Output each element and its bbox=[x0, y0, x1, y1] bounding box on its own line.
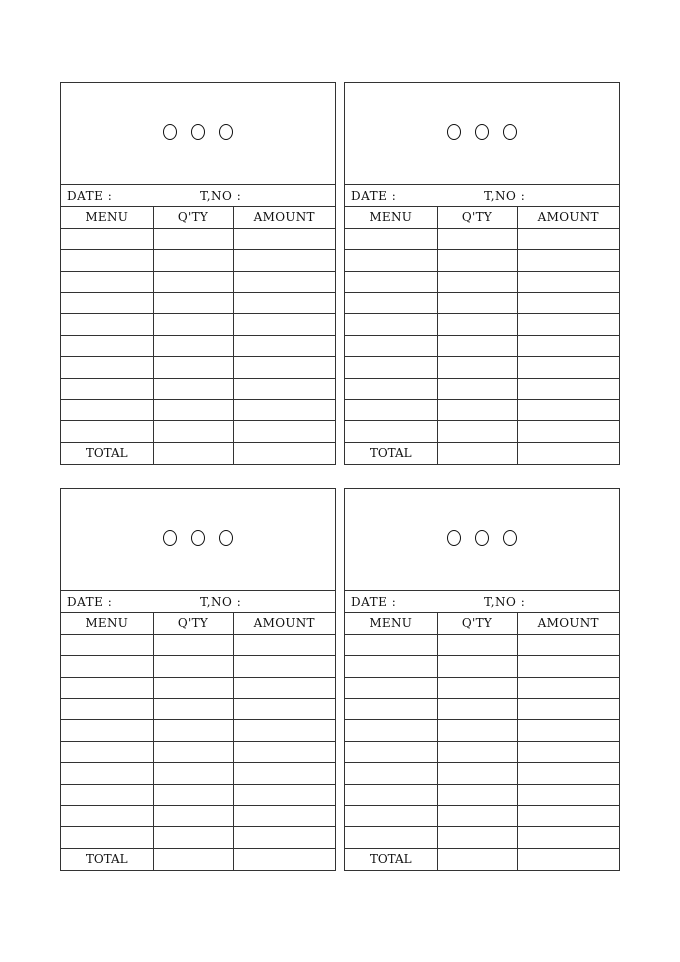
circle-icon bbox=[191, 124, 205, 140]
menu-cell[interactable] bbox=[61, 378, 153, 399]
order-table bbox=[61, 613, 335, 870]
amount-cell[interactable] bbox=[233, 250, 335, 271]
amount-cell[interactable] bbox=[517, 250, 619, 271]
menu-cell[interactable] bbox=[345, 271, 437, 292]
menu-cell[interactable] bbox=[61, 293, 153, 314]
menu-column-header: MENU bbox=[61, 207, 153, 228]
amount-cell[interactable] bbox=[517, 293, 619, 314]
amount-cell[interactable] bbox=[233, 784, 335, 805]
menu-cell[interactable] bbox=[61, 699, 153, 720]
amount-cell[interactable] bbox=[233, 763, 335, 784]
amount-cell[interactable] bbox=[517, 720, 619, 741]
date-table-row bbox=[345, 185, 619, 207]
amount-cell[interactable] bbox=[517, 271, 619, 292]
slip-header bbox=[345, 489, 619, 591]
order-row bbox=[345, 827, 619, 848]
circle-icon bbox=[475, 530, 489, 546]
order-row bbox=[61, 720, 335, 741]
amount-cell[interactable] bbox=[233, 720, 335, 741]
menu-cell[interactable] bbox=[345, 293, 437, 314]
table-number-label: T,NO : bbox=[484, 188, 526, 203]
quantity-cell[interactable] bbox=[153, 293, 233, 314]
circle-icon bbox=[163, 530, 177, 546]
menu-cell[interactable] bbox=[345, 357, 437, 378]
slip-header bbox=[61, 489, 335, 591]
quantity-cell[interactable] bbox=[153, 784, 233, 805]
total-row bbox=[61, 848, 335, 869]
quantity-cell[interactable] bbox=[153, 827, 233, 848]
date-label: DATE : bbox=[351, 594, 397, 609]
menu-cell[interactable] bbox=[345, 741, 437, 762]
total-amount-cell[interactable] bbox=[517, 848, 619, 869]
quantity-cell[interactable] bbox=[153, 378, 233, 399]
quantity-column-header: Q'TY bbox=[153, 207, 233, 228]
quantity-cell[interactable] bbox=[153, 314, 233, 335]
date-label: DATE : bbox=[67, 594, 113, 609]
menu-cell[interactable] bbox=[345, 400, 437, 421]
menu-column-header: MENU bbox=[345, 613, 437, 634]
quantity-cell[interactable] bbox=[437, 763, 517, 784]
quantity-cell[interactable] bbox=[437, 656, 517, 677]
total-label: TOTAL bbox=[61, 848, 153, 869]
order-row bbox=[61, 763, 335, 784]
total-amount-cell[interactable] bbox=[517, 442, 619, 463]
quantity-cell[interactable] bbox=[437, 720, 517, 741]
quantity-cell[interactable] bbox=[153, 806, 233, 827]
order-row bbox=[61, 250, 335, 271]
quantity-cell[interactable] bbox=[153, 720, 233, 741]
order-row bbox=[345, 699, 619, 720]
menu-cell[interactable] bbox=[61, 827, 153, 848]
amount-cell[interactable] bbox=[233, 421, 335, 442]
quantity-cell[interactable] bbox=[153, 421, 233, 442]
order-row bbox=[61, 827, 335, 848]
amount-cell[interactable] bbox=[233, 335, 335, 356]
menu-cell[interactable] bbox=[61, 784, 153, 805]
total-row bbox=[345, 848, 619, 869]
header-circles bbox=[163, 124, 233, 140]
amount-cell[interactable] bbox=[233, 634, 335, 655]
order-row bbox=[345, 720, 619, 741]
amount-cell[interactable] bbox=[233, 741, 335, 762]
menu-cell[interactable] bbox=[345, 250, 437, 271]
order-row bbox=[345, 271, 619, 292]
circle-icon bbox=[503, 124, 517, 140]
order-row bbox=[345, 421, 619, 442]
menu-cell[interactable] bbox=[345, 378, 437, 399]
order-slip bbox=[344, 82, 620, 465]
quantity-cell[interactable] bbox=[153, 677, 233, 698]
quantity-cell[interactable] bbox=[153, 741, 233, 762]
quantity-cell[interactable] bbox=[153, 228, 233, 249]
total-quantity-cell[interactable] bbox=[153, 848, 233, 869]
circle-icon bbox=[163, 124, 177, 140]
order-row bbox=[61, 421, 335, 442]
amount-column-header: AMOUNT bbox=[233, 613, 335, 634]
quantity-cell[interactable] bbox=[437, 335, 517, 356]
amount-cell[interactable] bbox=[233, 677, 335, 698]
menu-cell[interactable] bbox=[345, 827, 437, 848]
quantity-cell[interactable] bbox=[153, 271, 233, 292]
total-quantity-cell[interactable] bbox=[437, 442, 517, 463]
table-header-row bbox=[345, 613, 619, 634]
order-row bbox=[61, 357, 335, 378]
order-table bbox=[345, 613, 619, 870]
quantity-cell[interactable] bbox=[153, 634, 233, 655]
table-header-row bbox=[61, 207, 335, 228]
menu-column-header: MENU bbox=[61, 613, 153, 634]
amount-column-header: AMOUNT bbox=[517, 207, 619, 228]
header-circles bbox=[163, 530, 233, 546]
menu-cell[interactable] bbox=[61, 741, 153, 762]
quantity-cell[interactable] bbox=[153, 763, 233, 784]
amount-cell[interactable] bbox=[517, 314, 619, 335]
order-row bbox=[345, 806, 619, 827]
quantity-column-header: Q'TY bbox=[437, 207, 517, 228]
menu-cell[interactable] bbox=[345, 677, 437, 698]
amount-cell[interactable] bbox=[233, 827, 335, 848]
table-number-label: T,NO : bbox=[484, 594, 526, 609]
order-slip bbox=[60, 488, 336, 871]
amount-cell[interactable] bbox=[517, 806, 619, 827]
menu-cell[interactable] bbox=[61, 677, 153, 698]
total-label: TOTAL bbox=[345, 442, 437, 463]
amount-cell[interactable] bbox=[233, 806, 335, 827]
amount-cell[interactable] bbox=[233, 400, 335, 421]
order-slip bbox=[60, 82, 336, 465]
order-row bbox=[61, 314, 335, 335]
quantity-cell[interactable] bbox=[153, 400, 233, 421]
order-table bbox=[345, 207, 619, 464]
amount-cell[interactable] bbox=[517, 827, 619, 848]
menu-cell[interactable] bbox=[61, 250, 153, 271]
amount-cell[interactable] bbox=[517, 699, 619, 720]
circle-icon bbox=[503, 530, 517, 546]
quantity-cell[interactable] bbox=[437, 699, 517, 720]
amount-cell[interactable] bbox=[517, 228, 619, 249]
amount-cell[interactable] bbox=[517, 634, 619, 655]
amount-column-header: AMOUNT bbox=[233, 207, 335, 228]
menu-cell[interactable] bbox=[61, 400, 153, 421]
quantity-cell[interactable] bbox=[153, 699, 233, 720]
order-row bbox=[61, 335, 335, 356]
quantity-cell[interactable] bbox=[437, 357, 517, 378]
order-row bbox=[345, 784, 619, 805]
total-quantity-cell[interactable] bbox=[153, 442, 233, 463]
date-label: DATE : bbox=[351, 188, 397, 203]
amount-column-header: AMOUNT bbox=[517, 613, 619, 634]
circle-icon bbox=[219, 124, 233, 140]
quantity-cell[interactable] bbox=[437, 784, 517, 805]
circle-icon bbox=[447, 530, 461, 546]
amount-cell[interactable] bbox=[517, 784, 619, 805]
amount-cell[interactable] bbox=[233, 656, 335, 677]
order-row bbox=[345, 250, 619, 271]
order-row bbox=[345, 400, 619, 421]
menu-cell[interactable] bbox=[345, 335, 437, 356]
quantity-cell[interactable] bbox=[437, 421, 517, 442]
order-row bbox=[345, 357, 619, 378]
order-row bbox=[345, 335, 619, 356]
header-circles bbox=[447, 530, 517, 546]
menu-cell[interactable] bbox=[61, 720, 153, 741]
menu-cell[interactable] bbox=[345, 634, 437, 655]
quantity-cell[interactable] bbox=[437, 293, 517, 314]
menu-column-header: MENU bbox=[345, 207, 437, 228]
amount-cell[interactable] bbox=[517, 677, 619, 698]
date-table-row bbox=[61, 185, 335, 207]
menu-cell[interactable] bbox=[345, 720, 437, 741]
quantity-cell[interactable] bbox=[437, 250, 517, 271]
circle-icon bbox=[475, 124, 489, 140]
order-row bbox=[61, 293, 335, 314]
total-row bbox=[345, 442, 619, 463]
order-row bbox=[61, 634, 335, 655]
quantity-cell[interactable] bbox=[153, 357, 233, 378]
quantity-cell[interactable] bbox=[437, 741, 517, 762]
menu-cell[interactable] bbox=[61, 656, 153, 677]
menu-cell[interactable] bbox=[61, 763, 153, 784]
circle-icon bbox=[219, 530, 233, 546]
order-row bbox=[61, 677, 335, 698]
quantity-cell[interactable] bbox=[437, 271, 517, 292]
quantity-cell[interactable] bbox=[153, 250, 233, 271]
order-row bbox=[61, 784, 335, 805]
order-row bbox=[345, 656, 619, 677]
menu-cell[interactable] bbox=[61, 634, 153, 655]
amount-cell[interactable] bbox=[233, 271, 335, 292]
order-row bbox=[345, 293, 619, 314]
menu-cell[interactable] bbox=[61, 806, 153, 827]
order-slip bbox=[344, 488, 620, 871]
menu-cell[interactable] bbox=[345, 656, 437, 677]
table-number-label: T,NO : bbox=[200, 188, 242, 203]
menu-cell[interactable] bbox=[61, 335, 153, 356]
menu-cell[interactable] bbox=[345, 421, 437, 442]
quantity-cell[interactable] bbox=[437, 634, 517, 655]
total-label: TOTAL bbox=[345, 848, 437, 869]
quantity-cell[interactable] bbox=[153, 335, 233, 356]
quantity-cell[interactable] bbox=[437, 378, 517, 399]
menu-cell[interactable] bbox=[61, 228, 153, 249]
menu-cell[interactable] bbox=[61, 271, 153, 292]
circle-icon bbox=[447, 124, 461, 140]
order-row bbox=[61, 656, 335, 677]
amount-cell[interactable] bbox=[517, 335, 619, 356]
amount-cell[interactable] bbox=[517, 421, 619, 442]
order-row bbox=[61, 806, 335, 827]
date-label: DATE : bbox=[67, 188, 113, 203]
amount-cell[interactable] bbox=[517, 400, 619, 421]
order-row bbox=[61, 378, 335, 399]
order-row bbox=[345, 763, 619, 784]
order-row bbox=[345, 741, 619, 762]
order-row bbox=[345, 228, 619, 249]
menu-cell[interactable] bbox=[345, 699, 437, 720]
menu-cell[interactable] bbox=[345, 763, 437, 784]
amount-cell[interactable] bbox=[233, 228, 335, 249]
amount-cell[interactable] bbox=[233, 699, 335, 720]
menu-cell[interactable] bbox=[61, 314, 153, 335]
quantity-column-header: Q'TY bbox=[437, 613, 517, 634]
menu-cell[interactable] bbox=[345, 806, 437, 827]
menu-cell[interactable] bbox=[345, 784, 437, 805]
order-row bbox=[61, 741, 335, 762]
quantity-column-header: Q'TY bbox=[153, 613, 233, 634]
amount-cell[interactable] bbox=[517, 357, 619, 378]
menu-cell[interactable] bbox=[61, 421, 153, 442]
slip-header bbox=[61, 83, 335, 185]
quantity-cell[interactable] bbox=[437, 677, 517, 698]
menu-cell[interactable] bbox=[345, 228, 437, 249]
quantity-cell[interactable] bbox=[153, 656, 233, 677]
quantity-cell[interactable] bbox=[437, 314, 517, 335]
order-row bbox=[61, 228, 335, 249]
total-amount-cell[interactable] bbox=[233, 442, 335, 463]
quantity-cell[interactable] bbox=[437, 806, 517, 827]
table-header-row bbox=[61, 613, 335, 634]
amount-cell[interactable] bbox=[517, 763, 619, 784]
menu-cell[interactable] bbox=[345, 314, 437, 335]
order-row bbox=[345, 314, 619, 335]
order-row bbox=[61, 699, 335, 720]
menu-cell[interactable] bbox=[61, 357, 153, 378]
total-quantity-cell[interactable] bbox=[437, 848, 517, 869]
table-number-label: T,NO : bbox=[200, 594, 242, 609]
amount-cell[interactable] bbox=[517, 378, 619, 399]
amount-cell[interactable] bbox=[517, 656, 619, 677]
total-label: TOTAL bbox=[61, 442, 153, 463]
order-table bbox=[61, 207, 335, 464]
slip-header bbox=[345, 83, 619, 185]
date-table-row bbox=[345, 591, 619, 613]
table-header-row bbox=[345, 207, 619, 228]
header-circles bbox=[447, 124, 517, 140]
date-table-row bbox=[61, 591, 335, 613]
total-row bbox=[61, 442, 335, 463]
total-amount-cell[interactable] bbox=[233, 848, 335, 869]
amount-cell[interactable] bbox=[233, 293, 335, 314]
order-row bbox=[345, 634, 619, 655]
order-row bbox=[61, 400, 335, 421]
circle-icon bbox=[191, 530, 205, 546]
order-row bbox=[345, 677, 619, 698]
quantity-cell[interactable] bbox=[437, 228, 517, 249]
amount-cell[interactable] bbox=[233, 357, 335, 378]
amount-cell[interactable] bbox=[233, 314, 335, 335]
order-row bbox=[345, 378, 619, 399]
amount-cell[interactable] bbox=[517, 741, 619, 762]
quantity-cell[interactable] bbox=[437, 827, 517, 848]
quantity-cell[interactable] bbox=[437, 400, 517, 421]
amount-cell[interactable] bbox=[233, 378, 335, 399]
order-row bbox=[61, 271, 335, 292]
